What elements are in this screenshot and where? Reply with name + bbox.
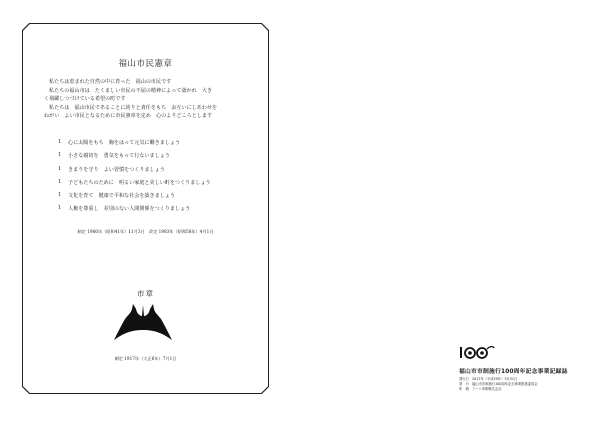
colophon-value: 2017年（平成29年）3月31日 — [472, 377, 518, 381]
colophon-value: 福山市市制施行100周年記念事業推進委員会 — [472, 382, 538, 386]
charter-article — [58, 205, 248, 218]
article-number: 1 — [58, 165, 62, 172]
article-number: 1 — [58, 139, 62, 145]
article-text: 子どもたちのために 明るい家庭と美しい町をつくりましょう — [68, 179, 211, 186]
charter-title: 福山市民憲章 — [118, 59, 173, 69]
publication-title: 福山市市制施行100周年記念事業記録誌 — [459, 369, 568, 375]
article-number: 1 — [58, 178, 62, 185]
anniversary-100-logo — [459, 345, 495, 360]
preamble-line: 私たちは恵まれた自然の中に育った 福山の市民です — [49, 79, 172, 85]
charter-article — [58, 179, 248, 192]
article-text: 文化を育て 健康で平和な社会を築きましょう — [68, 193, 175, 200]
article-text: 心に太陽をもち 胸をはって元気に働きましょう — [68, 140, 181, 146]
preamble-line: ねがい よい市民となるために市民憲章を定め 心のよりどころとします — [44, 113, 213, 120]
charter-article — [58, 192, 248, 205]
charter-articles — [58, 139, 248, 219]
article-text: きまりを守り よい習慣をつくりましょう — [68, 166, 165, 173]
charter-article — [58, 152, 248, 165]
city-emblem-icon — [113, 304, 173, 342]
emblem-heading: 市章 — [137, 289, 154, 298]
colophon-label: 発 行 — [459, 382, 469, 386]
publication-colophon — [459, 377, 538, 392]
preamble-line: 私たちは 福山市民であることに誇りと責任をもち お互いにしあわせを — [49, 104, 218, 111]
preamble-line: 私たちの福山市は たくましい市民の不屈の精神によって築かれ 大き — [49, 87, 213, 94]
charter-article — [58, 166, 248, 179]
preamble-line: く飛躍しつづけている希望の町です — [44, 96, 126, 103]
emblem-enacted-date: 制定 1917年（大正6年）7月1日 — [114, 356, 177, 361]
article-number: 1 — [58, 152, 62, 159]
charter-article — [58, 139, 248, 152]
article-number: 1 — [58, 205, 62, 212]
colophon-label: 印 刷 — [459, 387, 469, 391]
article-number: 1 — [58, 192, 62, 199]
colophon-value: アート印刷株式会社 — [472, 387, 502, 391]
colophon-row — [459, 387, 538, 392]
article-text: 人権を尊重し 差別のない人間関係をつくりましょう — [68, 206, 191, 213]
charter-preamble — [44, 78, 256, 121]
colophon-label: 発行日 — [459, 377, 469, 381]
charter-enacted-date: 制定 1966年（昭和41年）11月3日 改定 1983年（昭和58年）4月1日 — [77, 229, 214, 234]
article-text: 小さな親切を 勇気をもって行ないましょう — [68, 153, 170, 160]
